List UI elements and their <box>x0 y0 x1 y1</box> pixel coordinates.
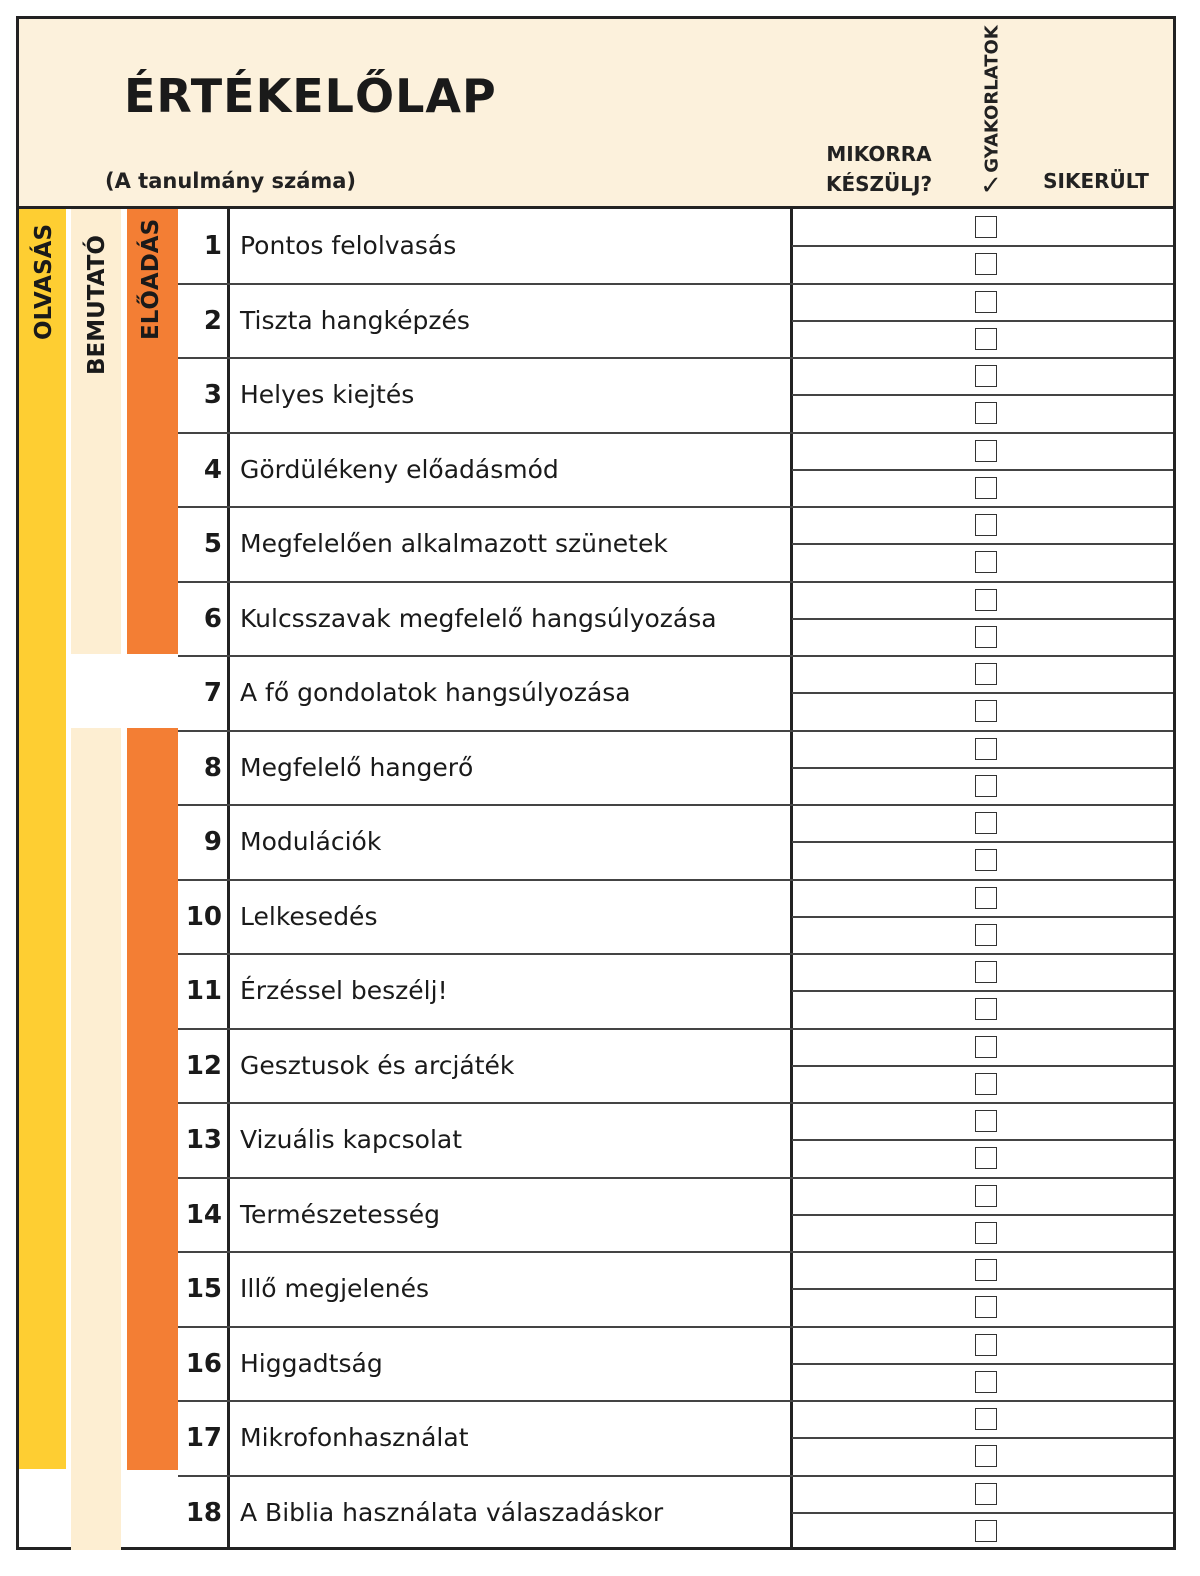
lesson-number-label: (A tanulmány száma) <box>105 169 357 193</box>
exercise-checkbox[interactable] <box>975 1036 997 1058</box>
criterion-label: Megfelelő hangerő <box>240 752 474 782</box>
column-header-when-line1: MIKORRA <box>826 142 932 166</box>
criterion-number: 3 <box>203 380 222 410</box>
checkmark-icon: ✓ <box>980 171 1002 201</box>
exercise-checkbox[interactable] <box>975 589 997 611</box>
exercise-checkbox[interactable] <box>975 700 997 722</box>
criterion-number: 14 <box>185 1199 222 1230</box>
exercise-checkbox[interactable] <box>975 216 997 238</box>
sub-row-divider <box>792 767 1173 769</box>
criterion-number: 5 <box>203 529 222 559</box>
exercise-checkbox[interactable] <box>975 924 997 946</box>
criterion-row <box>178 1476 792 1550</box>
criterion-row <box>178 1327 792 1401</box>
criterion-label: Tiszta hangképzés <box>240 305 470 335</box>
exercise-checkbox[interactable] <box>975 1520 997 1542</box>
sub-row-divider <box>792 1437 1173 1439</box>
exercise-checkbox[interactable] <box>975 849 997 871</box>
sub-row-divider <box>792 469 1173 471</box>
exercise-checkbox[interactable] <box>975 1408 997 1430</box>
criterion-row <box>178 880 792 954</box>
exercise-checkbox[interactable] <box>975 1445 997 1467</box>
criterion-number: 13 <box>185 1125 222 1155</box>
criterion-label: Kulcsszavak megfelelő hangsúlyozása <box>240 603 717 633</box>
category-band-demonstration <box>71 728 121 1550</box>
column-header-when-line2: KÉSZÜLJ? <box>825 172 933 196</box>
criterion-row <box>178 507 792 581</box>
page-title: ÉRTÉKELŐLAP <box>124 69 497 123</box>
exercise-checkbox[interactable] <box>975 1073 997 1095</box>
sub-row-divider <box>792 916 1173 918</box>
category-band-reading <box>19 209 66 1469</box>
criterion-number: 7 <box>203 678 222 708</box>
criterion-label: Pontos felolvasás <box>240 231 457 260</box>
exercise-checkbox[interactable] <box>975 1185 997 1207</box>
exercise-checkbox[interactable] <box>975 738 997 760</box>
category-band-talk <box>127 728 178 1470</box>
exercise-checkbox[interactable] <box>975 514 997 536</box>
sub-row-divider <box>792 1288 1173 1290</box>
sub-row-divider <box>792 692 1173 694</box>
criterion-number: 2 <box>203 305 222 336</box>
sub-row-divider <box>792 1065 1173 1067</box>
sub-row-divider <box>792 841 1173 843</box>
exercise-checkbox[interactable] <box>975 1371 997 1393</box>
column-header-exercises <box>977 24 1007 174</box>
exercise-checkbox[interactable] <box>975 887 997 909</box>
exercise-checkbox[interactable] <box>975 1222 997 1244</box>
criterion-number: 4 <box>203 454 222 485</box>
sub-row-divider <box>792 394 1173 396</box>
criterion-label: Érzéssel beszélj! <box>240 976 448 1005</box>
sub-row-divider <box>792 543 1173 545</box>
sub-row-divider <box>792 1214 1173 1216</box>
sub-row-divider <box>792 990 1173 992</box>
exercise-checkbox[interactable] <box>975 1483 997 1505</box>
sub-row-divider <box>792 618 1173 620</box>
exercise-checkbox[interactable] <box>975 551 997 573</box>
criterion-label: A Biblia használata válaszadáskor <box>240 1497 664 1527</box>
sub-row-divider <box>792 1139 1173 1141</box>
exercise-checkbox[interactable] <box>975 775 997 797</box>
criterion-label: A fő gondolatok hangsúlyozása <box>240 678 631 707</box>
exercise-checkbox[interactable] <box>975 253 997 275</box>
exercise-checkbox[interactable] <box>975 291 997 313</box>
sub-row-divider <box>792 320 1173 322</box>
criterion-row <box>178 1029 792 1103</box>
criterion-row <box>178 731 792 805</box>
criterion-label: Lelkesedés <box>240 901 378 931</box>
exercise-checkbox[interactable] <box>975 328 997 350</box>
sub-row-divider <box>792 1512 1173 1514</box>
exercise-checkbox[interactable] <box>975 402 997 424</box>
criterion-number: 18 <box>185 1497 222 1528</box>
criterion-number: 15 <box>185 1274 222 1304</box>
exercise-checkbox[interactable] <box>975 961 997 983</box>
criterion-row <box>178 1252 792 1326</box>
criterion-label: Higgadtság <box>240 1348 383 1378</box>
exercise-checkbox[interactable] <box>975 1296 997 1318</box>
criterion-row <box>178 433 792 507</box>
criterion-label: Helyes kiejtés <box>240 380 415 409</box>
criterion-row <box>178 805 792 879</box>
exercise-checkbox[interactable] <box>975 365 997 387</box>
criterion-row <box>178 358 792 432</box>
sheet-header <box>19 19 1173 209</box>
criterion-number: 11 <box>185 976 222 1006</box>
exercise-checkbox[interactable] <box>975 663 997 685</box>
exercise-checkbox[interactable] <box>975 1259 997 1281</box>
criterion-number: 16 <box>185 1348 222 1379</box>
criterion-number: 10 <box>185 901 222 932</box>
criterion-label: Természetesség <box>240 1199 440 1229</box>
exercise-checkbox[interactable] <box>975 812 997 834</box>
criterion-row <box>178 656 792 730</box>
sub-row-divider <box>792 1363 1173 1365</box>
criterion-label: Modulációk <box>240 827 382 856</box>
criterion-row <box>178 1103 792 1177</box>
criterion-number: 1 <box>203 231 222 261</box>
column-header-exercises-label: GYAKORLATOK <box>981 25 1003 173</box>
criterion-label: Illő megjelenés <box>240 1274 430 1303</box>
exercise-checkbox[interactable] <box>975 998 997 1020</box>
criterion-row <box>178 582 792 656</box>
criterion-number: 8 <box>203 752 222 783</box>
criterion-row <box>178 284 792 358</box>
criterion-row <box>178 209 792 283</box>
criterion-number: 17 <box>185 1423 222 1453</box>
criterion-label: Vizuális kapcsolat <box>240 1125 463 1154</box>
category-label-reading: OLVASÁS <box>31 223 57 340</box>
exercise-checkbox[interactable] <box>975 477 997 499</box>
criterion-label: Gördülékeny előadásmód <box>240 454 559 484</box>
exercise-checkbox[interactable] <box>975 626 997 648</box>
evaluation-sheet <box>16 16 1176 1550</box>
exercise-checkbox[interactable] <box>975 440 997 462</box>
criterion-row <box>178 1178 792 1252</box>
sub-row-divider <box>792 245 1173 247</box>
criterion-number: 6 <box>203 603 222 634</box>
category-label-talk: ELŐADÁS <box>138 218 164 340</box>
criterion-label: Megfelelően alkalmazott szünetek <box>240 529 668 558</box>
exercise-checkbox[interactable] <box>975 1110 997 1132</box>
criterion-row <box>178 1401 792 1475</box>
criterion-row <box>178 954 792 1028</box>
category-label-demonstration: BEMUTATÓ <box>84 235 110 375</box>
exercise-checkbox[interactable] <box>975 1334 997 1356</box>
criterion-number: 9 <box>203 827 222 857</box>
column-header-when <box>809 139 949 199</box>
column-header-done: SIKERÜLT <box>1043 169 1149 193</box>
criterion-label: Gesztusok és arcjáték <box>240 1050 515 1080</box>
criterion-label: Mikrofonhasználat <box>240 1423 469 1452</box>
exercise-checkbox[interactable] <box>975 1147 997 1169</box>
criterion-number: 12 <box>185 1050 222 1081</box>
